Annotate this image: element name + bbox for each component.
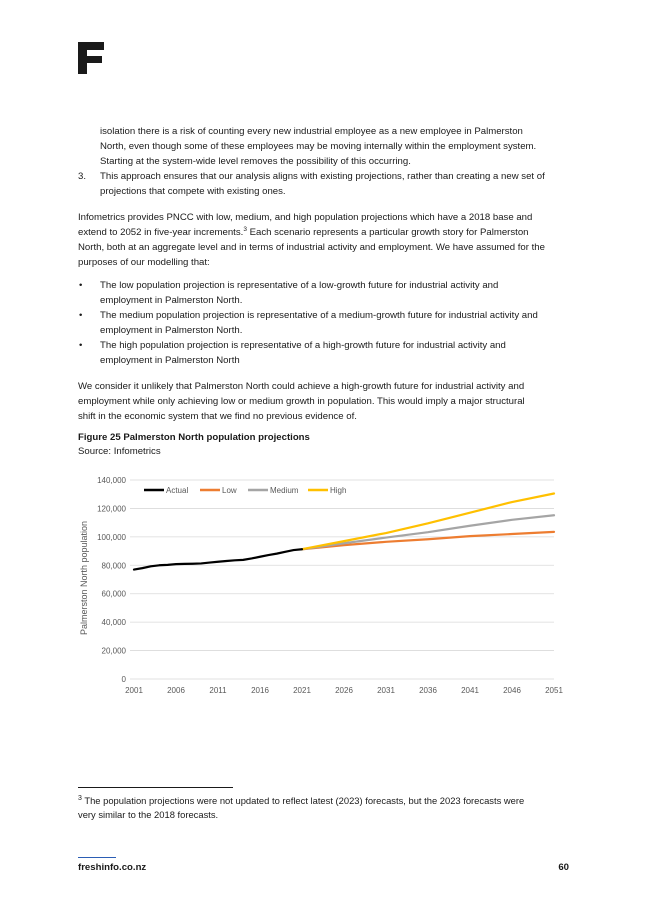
- footnote-separator: [78, 787, 233, 788]
- legend-label: Medium: [270, 486, 299, 495]
- x-tick-label: 2036: [419, 686, 437, 695]
- y-tick-label: 100,000: [97, 532, 126, 542]
- bullet-icon: •: [79, 340, 83, 351]
- text-line: We consider it unlikely that Palmerston North could achieve a high-growth future for industrial activity and: [78, 381, 525, 392]
- x-tick-label: 2006: [167, 686, 185, 695]
- x-tick-label: 2046: [503, 686, 521, 695]
- chart-series-lines: [134, 494, 554, 570]
- footnote-ref[interactable]: 3: [243, 225, 247, 233]
- chart-legend: [144, 486, 346, 495]
- series-line-actual: [134, 549, 302, 569]
- text-line: [78, 225, 529, 240]
- series-line-low: [302, 532, 554, 549]
- legend-label: Low: [222, 486, 237, 495]
- x-tick-label: 2021: [293, 686, 311, 695]
- y-tick-label: 140,000: [97, 476, 126, 485]
- text-line: North, even though some of these employees may be moving internally within the employment system.: [100, 141, 537, 152]
- figure-title: Figure 25 Palmerston North population projections: [78, 432, 310, 443]
- y-tick-label: 0: [121, 675, 126, 684]
- text-line: This approach ensures that our analysis aligns with existing projections, rather than creating a new set of: [100, 171, 545, 182]
- x-tick-label: 2016: [251, 686, 269, 695]
- bullet-text: employment in Palmerston North.: [100, 325, 243, 336]
- x-tick-label: 2026: [335, 686, 353, 695]
- legend-label: High: [330, 486, 347, 495]
- text-line: Infometrics provides PNCC with low, medium, and high population projections which have a 2018 base and: [78, 212, 533, 223]
- series-line-high: [302, 494, 554, 550]
- text-line: employment while only achieving low or medium growth in population. This would imply a major structural: [78, 396, 525, 407]
- list-number: 3.: [78, 171, 87, 182]
- series-line-medium: [302, 515, 554, 549]
- footnote-number: 3: [78, 794, 82, 802]
- bullet-text: The low population projection is representative of a low-growth future for industrial activity and: [100, 280, 499, 291]
- x-tick-label: 2001: [125, 686, 143, 695]
- text-line: purposes of our modelling that:: [78, 257, 210, 268]
- text-line: Starting at the system-wide level removes the possibility of this occurring.: [100, 156, 411, 167]
- fresh-info-logo: [78, 42, 104, 74]
- legend-label: Actual: [166, 486, 189, 495]
- chart-gridlines: [130, 480, 554, 679]
- y-axis-label: Palmerston North population: [79, 520, 89, 636]
- y-axis-tick-labels: [97, 476, 126, 684]
- bullet-text: The medium population projection is representative of a medium-growth future for industrial activity and: [100, 310, 538, 321]
- footnote: [78, 794, 568, 822]
- x-tick-label: 2051: [545, 686, 563, 695]
- text-line: projections that compete with existing ones.: [100, 186, 286, 197]
- footnote-text: very similar to the 2018 forecasts.: [78, 809, 219, 820]
- footer-website[interactable]: freshinfo.co.nz: [78, 862, 147, 873]
- page-number: 60: [558, 862, 569, 873]
- x-tick-label: 2041: [461, 686, 479, 695]
- bullet-icon: •: [79, 280, 83, 291]
- bullet-text: The high population projection is representative of a high-growth future for industrial activity and: [100, 340, 506, 351]
- text-fragment: extend to 2052 in five-year increments.: [78, 227, 244, 238]
- footnote-text: The population projections were not updated to reflect latest (2023) forecasts, but the 2023 forecasts were: [81, 795, 525, 806]
- text-fragment: Each scenario represents a particular growth story for Palmerston: [246, 227, 529, 238]
- x-axis-tick-labels: [125, 686, 563, 695]
- text-line: shift in the economic system that we find no previous evidence of.: [78, 411, 357, 422]
- footer-accent-rule: [78, 857, 116, 858]
- y-tick-label: 20,000: [101, 646, 126, 656]
- y-tick-label: 80,000: [101, 561, 126, 571]
- y-tick-label: 120,000: [97, 504, 126, 514]
- bullet-text: employment in Palmerston North: [100, 355, 240, 366]
- text-line: North, both at an aggregate level and in terms of industrial activity and employment. We have assumed for the: [78, 242, 545, 253]
- bullet-text: employment in Palmerston North.: [100, 295, 243, 306]
- bullet-icon: •: [79, 310, 83, 321]
- figure-source: Source: Infometrics: [78, 446, 161, 457]
- text-line: isolation there is a risk of counting every new industrial employee as a new employee in Palmerston: [100, 126, 523, 137]
- x-tick-label: 2011: [209, 686, 227, 695]
- y-tick-label: 40,000: [101, 618, 126, 628]
- x-tick-label: 2031: [377, 686, 395, 695]
- population-projection-chart: [72, 468, 572, 703]
- y-tick-label: 60,000: [101, 589, 126, 599]
